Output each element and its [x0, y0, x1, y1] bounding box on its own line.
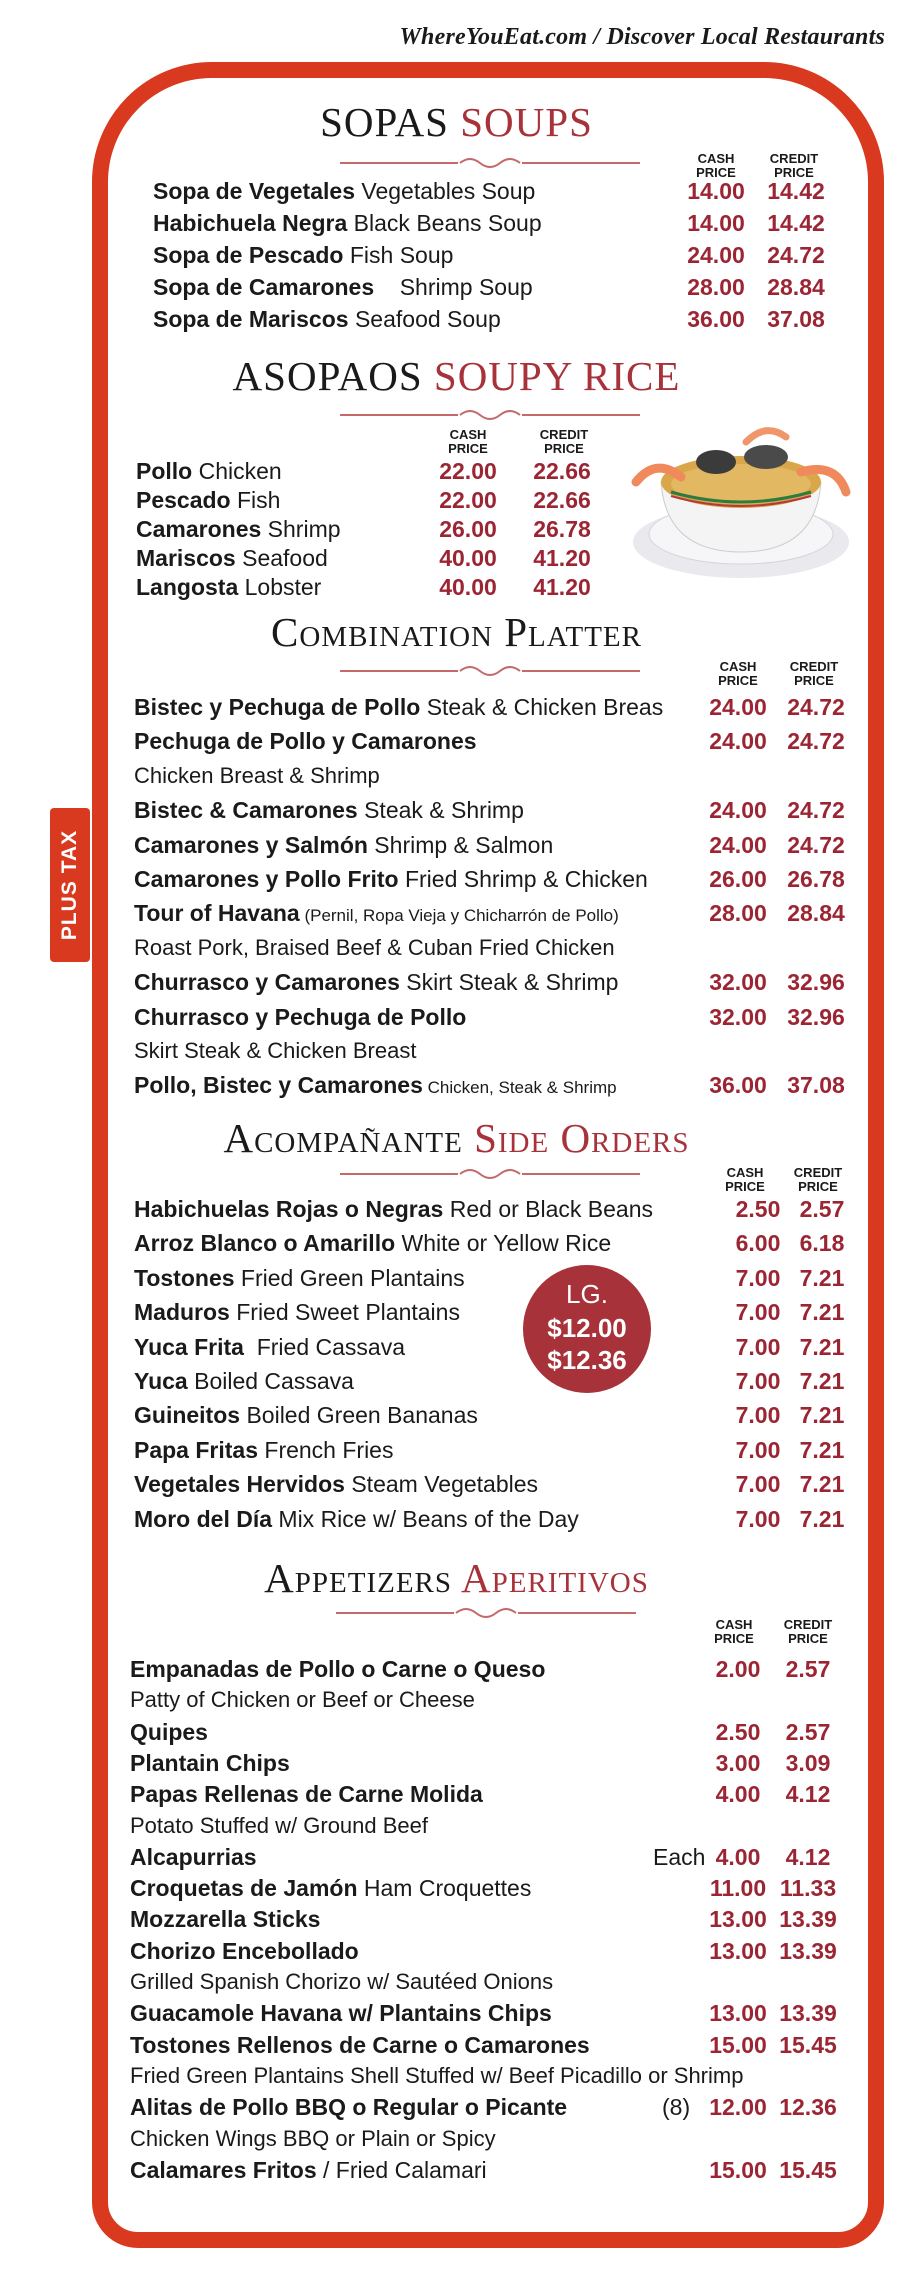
- cash-price: 6.00: [735, 1230, 781, 1257]
- item-name-en: Mix Rice w/ Beans of the Day: [272, 1505, 579, 1532]
- item-description: Patty of Chicken or Beef or Cheese: [130, 1687, 475, 1713]
- item-name-es: Bistec y Pechuga de Pollo: [134, 694, 421, 720]
- appetizers-credit-header: CREDIT PRICE: [783, 1617, 833, 1646]
- appetizers-cash-header: CASH PRICE: [714, 1617, 754, 1646]
- item-name: [153, 178, 535, 205]
- item-name: [134, 832, 553, 859]
- item-name-es: Sopa de Vegetales: [153, 178, 355, 204]
- item-name-es: Mariscos: [136, 545, 236, 571]
- credit-price: 37.08: [787, 1072, 845, 1099]
- item-name: [130, 2094, 567, 2121]
- item-name-es: Habichuelas Rojas o Negras: [134, 1196, 444, 1222]
- item-name-es: Alitas de Pollo BBQ o Regular o Picante: [130, 2094, 568, 2121]
- sides-item: [0, 1402, 913, 1434]
- credit-price: 26.78: [787, 866, 845, 892]
- credit-price: 7.21: [799, 1402, 845, 1429]
- credit-price: 28.84: [787, 900, 845, 927]
- item-name: [134, 1072, 617, 1099]
- cash-price: 7.00: [735, 1333, 781, 1360]
- credit-price: 37.08: [767, 306, 825, 332]
- item-name: [153, 242, 453, 269]
- site-header: WhereYouEat.com / Discover Local Restaurants: [399, 24, 885, 50]
- item-description: Skirt Steak & Chicken Breast: [134, 1038, 417, 1063]
- item-name-es: Tour of Havana: [134, 900, 300, 927]
- credit-price: 7.21: [799, 1436, 845, 1463]
- credit-price: 7.21: [799, 1505, 845, 1532]
- item-name: [134, 969, 618, 996]
- item-name-en: Seafood Soup: [348, 306, 501, 332]
- soups-item: [0, 178, 913, 210]
- sides-item: [0, 1196, 913, 1228]
- cash-price: 28.00: [687, 274, 745, 300]
- combination-item: [0, 728, 913, 760]
- credit-price: 2.57: [785, 1718, 831, 1745]
- cash-price: 14.00: [687, 178, 745, 204]
- item-name-es: Pollo, Bistec y Camarones: [134, 1072, 423, 1099]
- item-name-en: Black Beans Soup: [347, 210, 542, 236]
- item-name-es: Tostones: [134, 1264, 235, 1291]
- item-name-es: Moro del Día: [134, 1505, 273, 1532]
- item-name-en: Shrimp Soup: [374, 274, 533, 300]
- cash-price: 4.00: [715, 1781, 761, 1808]
- combination-item: [0, 1004, 913, 1036]
- sides-item: [0, 1368, 913, 1400]
- item-name-es: Sopa de Pescado: [153, 242, 344, 268]
- cash-price: 40.00: [439, 545, 497, 571]
- item-description: Chicken Breast & Shrimp: [134, 762, 380, 788]
- item-name: [153, 306, 501, 333]
- credit-price: 11.33: [779, 1875, 837, 1902]
- cash-price: 7.00: [735, 1368, 781, 1394]
- item-name: [134, 1299, 460, 1326]
- credit-price: 6.18: [799, 1230, 845, 1257]
- credit-price: 32.96: [787, 1003, 845, 1030]
- appetizers-item: [0, 2032, 913, 2064]
- item-description: Roast Pork, Braised Beef & Cuban Fried Chicken: [134, 934, 615, 960]
- combination-credit-header: CREDIT PRICE: [789, 659, 839, 688]
- cash-price: 7.00: [735, 1299, 781, 1326]
- item-name: [153, 274, 533, 301]
- appetizers-item: [0, 1781, 913, 1813]
- credit-price: 24.72: [767, 242, 825, 268]
- credit-price: 12.36: [779, 2094, 837, 2121]
- item-name-en: Steak & Chicken Breas: [420, 694, 664, 720]
- sides-item: [0, 1299, 913, 1331]
- combination-ornament: [340, 664, 640, 678]
- item-name-en: Steam Vegetables: [344, 1471, 539, 1498]
- appetizers-item: [0, 1750, 913, 1782]
- soups-item: [0, 242, 913, 274]
- item-name-es: Camarones: [136, 516, 262, 542]
- cash-price: 13.00: [709, 2000, 767, 2027]
- item-name: [130, 1750, 290, 1777]
- item-name-es: Chorizo Encebollado: [130, 1937, 359, 1964]
- item-name: [134, 728, 477, 755]
- asopaos-ornament: [340, 408, 640, 422]
- item-name-es: Camarones y Salmón: [134, 831, 368, 858]
- asopaos-cash-header: CASH PRICE: [448, 427, 488, 456]
- item-name: [134, 1402, 478, 1429]
- item-name-es: Churrasco y Pechuga de Pollo: [134, 1003, 467, 1030]
- sides-item: [0, 1471, 913, 1503]
- item-quantity-prefix: (8): [662, 2094, 691, 2121]
- credit-price: 14.42: [767, 210, 825, 236]
- item-name-es: Sopa de Camarones: [153, 274, 375, 300]
- sides-item: [0, 1230, 913, 1262]
- appetizers-item: [0, 2000, 913, 2032]
- item-name-es: Alcapurrias: [130, 1843, 257, 1870]
- item-name-es: Papa Fritas: [134, 1436, 258, 1463]
- soups-item: [0, 306, 913, 338]
- item-name-en: French Fries: [258, 1436, 394, 1463]
- asopaos-item: [0, 545, 913, 577]
- combination-item: [0, 969, 913, 1001]
- credit-price: 7.21: [799, 1368, 845, 1394]
- appetizers-ornament: [336, 1606, 636, 1620]
- cash-price: 7.00: [735, 1402, 781, 1429]
- item-name: [134, 1437, 393, 1464]
- cash-price: 24.00: [709, 694, 767, 720]
- item-name: [130, 1781, 483, 1808]
- cash-price: 15.00: [709, 2031, 767, 2058]
- combination-item: [0, 1072, 913, 1104]
- item-name-en: Fish: [230, 487, 281, 513]
- sides-cash-header: CASH PRICE: [725, 1165, 765, 1194]
- combination-item: [0, 866, 913, 898]
- sides-credit-header: CREDIT PRICE: [793, 1165, 843, 1194]
- item-name: [136, 574, 321, 601]
- item-description: Fried Green Plantains Shell Stuffed w/ Beef Picadillo or Shrimp: [130, 2062, 744, 2088]
- appetizers-item: [0, 2157, 913, 2189]
- item-name: [134, 1230, 611, 1257]
- item-name: [136, 458, 282, 485]
- item-name: [153, 210, 542, 237]
- item-name-detail: (Pernil, Ropa Vieja y Chicharrón de Pollo): [299, 906, 619, 926]
- item-name-es: Guacamole Havana w/ Plantains Chips: [130, 2000, 552, 2027]
- cash-price: 24.00: [709, 797, 767, 824]
- soups-item: [0, 210, 913, 242]
- cash-price: 32.00: [709, 969, 767, 996]
- item-name-es: Guineitos: [134, 1402, 241, 1429]
- cash-price: 3.00: [715, 1749, 761, 1776]
- asopaos-item: [0, 487, 913, 519]
- item-name: [130, 2032, 590, 2059]
- combination-item: [0, 694, 913, 726]
- combination-item: [0, 900, 913, 932]
- item-name: [136, 487, 280, 514]
- credit-price: 24.72: [787, 728, 845, 755]
- combination-title: Combination Platter: [271, 609, 642, 655]
- item-name-es: Maduros: [134, 1299, 230, 1326]
- credit-price: 26.78: [533, 516, 591, 542]
- cash-price: 24.00: [709, 728, 767, 755]
- item-name: [134, 1265, 465, 1292]
- soups-title: SOPAS SOUPS: [320, 99, 593, 145]
- asopaos-item: [0, 516, 913, 548]
- item-name-en: Shrimp: [261, 516, 341, 542]
- credit-price: 41.20: [533, 545, 591, 571]
- item-name: [134, 797, 524, 824]
- item-description: Grilled Spanish Chorizo w/ Sautéed Onions: [130, 1969, 554, 1994]
- item-name-en: Fried Shrimp & Chicken: [398, 866, 648, 892]
- soups-ornament: [340, 156, 640, 170]
- item-name-es: Habichuela Negra: [153, 210, 348, 236]
- cash-price: 2.50: [735, 1196, 781, 1222]
- credit-price: 7.21: [799, 1299, 845, 1326]
- item-name: [130, 1656, 545, 1683]
- cash-price: 22.00: [439, 487, 497, 513]
- item-name-es: Quipes: [130, 1718, 208, 1745]
- item-name-en: Fried Cassava: [243, 1333, 405, 1360]
- item-name-es: Croquetas de Jamón: [130, 1875, 358, 1902]
- item-name-en: Red or Black Beans: [443, 1196, 654, 1222]
- sides-item: [0, 1506, 913, 1538]
- item-name: [136, 545, 328, 572]
- item-name-es: Pechuga de Pollo y Camarones: [134, 728, 477, 755]
- item-name-en: Chicken: [192, 458, 282, 484]
- cash-price: 13.00: [709, 1937, 767, 1964]
- item-name-es: Arroz Blanco o Amarillo: [134, 1230, 396, 1257]
- cash-price: 7.00: [735, 1471, 781, 1498]
- combination-item: [0, 797, 913, 829]
- cash-price: 32.00: [709, 1003, 767, 1030]
- credit-price: 41.20: [533, 574, 591, 600]
- appetizers-item: [0, 1875, 913, 1907]
- credit-price: 15.45: [779, 2031, 837, 2058]
- item-name-en: Skirt Steak & Shrimp: [399, 969, 619, 996]
- item-name-es: Empanadas de Pollo o Carne o Queso: [130, 1656, 546, 1682]
- item-name-es: Papas Rellenas de Carne Molida: [130, 1781, 483, 1808]
- item-name-en: Boiled Cassava: [187, 1368, 354, 1394]
- item-name-en: Steak & Shrimp: [357, 797, 524, 824]
- item-name-es: Langosta: [136, 574, 239, 600]
- sides-ornament: [340, 1167, 640, 1181]
- credit-price: 24.72: [787, 694, 845, 720]
- credit-price: 2.57: [799, 1196, 845, 1222]
- cash-price: 4.00: [715, 1843, 761, 1870]
- cash-price: 24.00: [709, 831, 767, 858]
- cash-price: 24.00: [687, 242, 745, 268]
- cash-price: 11.00: [709, 1875, 767, 1902]
- credit-price: 4.12: [785, 1781, 831, 1808]
- credit-price: 7.21: [799, 1264, 845, 1291]
- cash-price: 28.00: [709, 900, 767, 927]
- credit-price: 14.42: [767, 178, 825, 204]
- item-name-es: Pollo: [136, 458, 193, 484]
- cash-price: 40.00: [439, 574, 497, 600]
- cash-price: 36.00: [709, 1072, 767, 1099]
- item-name: [130, 1719, 208, 1746]
- credit-price: 13.39: [779, 2000, 837, 2027]
- item-name-en: White or Yellow Rice: [395, 1230, 612, 1257]
- item-name: [134, 694, 663, 721]
- cash-price: 26.00: [709, 866, 767, 892]
- item-name: [134, 1334, 405, 1361]
- item-name-detail: Chicken, Steak & Shrimp: [422, 1078, 617, 1098]
- item-name: [130, 2157, 487, 2184]
- credit-price: 15.45: [779, 2156, 837, 2183]
- cash-price: 7.00: [735, 1505, 781, 1532]
- appetizers-item: [0, 1906, 913, 1938]
- item-name-en: Fried Green Plantains: [234, 1264, 465, 1291]
- item-name: [130, 1906, 320, 1933]
- soups-item: [0, 274, 913, 306]
- item-name-es: Tostones Rellenos de Carne o Camarones: [130, 2031, 590, 2058]
- item-quantity-prefix: Each: [653, 1843, 706, 1870]
- item-name: [134, 1506, 579, 1533]
- asopaos-credit-header: CREDIT PRICE: [539, 427, 589, 456]
- cash-price: 7.00: [735, 1436, 781, 1463]
- asopaos-title: ASOPAOS SOUPY RICE: [232, 353, 681, 399]
- item-name: [134, 1004, 466, 1031]
- credit-price: 3.09: [785, 1749, 831, 1776]
- credit-price: 22.66: [533, 487, 591, 513]
- plus-tax-label: PLUS TAX: [58, 829, 81, 941]
- cash-price: 36.00: [687, 306, 745, 332]
- credit-price: 32.96: [787, 969, 845, 996]
- asopaos-item: [0, 574, 913, 606]
- credit-price: 7.21: [799, 1333, 845, 1360]
- item-name: [130, 1938, 359, 1965]
- item-name: [134, 1196, 653, 1223]
- sides-item: [0, 1437, 913, 1469]
- item-name-en: / Fried Calamari: [316, 2156, 487, 2183]
- cash-price: 2.00: [715, 1656, 761, 1682]
- badge-cash-price: $12.00: [547, 1313, 627, 1343]
- cash-price: 14.00: [687, 210, 745, 236]
- cash-price: 7.00: [735, 1264, 781, 1291]
- appetizers-item: [0, 1656, 913, 1688]
- sides-item: [0, 1265, 913, 1297]
- item-name: [134, 900, 619, 927]
- credit-price: 22.66: [533, 458, 591, 484]
- asopaos-item: [0, 458, 913, 490]
- item-name-es: Vegetales Hervidos: [134, 1471, 345, 1498]
- item-name-es: Calamares Fritos: [130, 2156, 317, 2183]
- item-name-en: Vegetables Soup: [354, 178, 536, 204]
- appetizers-item: [0, 1938, 913, 1970]
- item-name: [130, 1844, 257, 1871]
- credit-price: 13.39: [779, 1937, 837, 1964]
- item-name-es: Yuca Frita: [134, 1333, 244, 1360]
- item-name-en: Fried Sweet Plantains: [229, 1299, 460, 1326]
- soups-credit-header: CREDIT PRICE: [769, 151, 819, 180]
- item-name-en: Lobster: [238, 574, 322, 600]
- appetizers-item: [0, 1719, 913, 1751]
- item-name-en: Shrimp & Salmon: [367, 831, 554, 858]
- item-name-en: Seafood: [235, 545, 328, 571]
- item-description: Potato Stuffed w/ Ground Beef: [130, 1812, 429, 1838]
- item-name: [130, 2000, 552, 2027]
- item-name: [130, 1875, 531, 1902]
- item-description: Chicken Wings BBQ or Plain or Spicy: [130, 2125, 496, 2151]
- badge-credit-price: $12.36: [547, 1345, 627, 1375]
- credit-price: 13.39: [779, 1906, 837, 1933]
- cash-price: 2.50: [715, 1718, 761, 1745]
- item-name: [134, 1471, 538, 1498]
- appetizers-item: [0, 1844, 913, 1876]
- appetizers-item: [0, 2094, 913, 2126]
- appetizers-title: Appetizers Aperitivos: [264, 1555, 649, 1601]
- sides-title: Acompañante Side Orders: [223, 1115, 690, 1161]
- cash-price: 15.00: [709, 2156, 767, 2183]
- cash-price: 22.00: [439, 458, 497, 484]
- item-name-en: Boiled Green Bananas: [240, 1402, 478, 1429]
- item-name: [134, 1368, 354, 1395]
- item-name-es: Pescado: [136, 487, 231, 513]
- item-name-es: Mozzarella Sticks: [130, 1906, 321, 1933]
- item-name-es: Camarones y Pollo Frito: [134, 866, 399, 892]
- credit-price: 4.12: [785, 1843, 831, 1870]
- item-name-en: Ham Croquettes: [357, 1875, 532, 1902]
- cash-price: 13.00: [709, 1906, 767, 1933]
- item-name-es: Sopa de Mariscos: [153, 306, 349, 332]
- item-name-es: Plantain Chips: [130, 1749, 290, 1776]
- item-name-es: Bistec & Camarones: [134, 797, 358, 824]
- badge-label: LG.: [566, 1279, 608, 1309]
- item-name-es: Yuca: [134, 1368, 188, 1394]
- item-name-es: Churrasco y Camarones: [134, 969, 400, 996]
- item-name-en: Fish Soup: [343, 242, 454, 268]
- cash-price: 12.00: [709, 2094, 767, 2121]
- credit-price: 28.84: [767, 274, 825, 300]
- soups-cash-header: CASH PRICE: [696, 151, 736, 180]
- credit-price: 24.72: [787, 831, 845, 858]
- item-name: [136, 516, 341, 543]
- credit-price: 2.57: [785, 1656, 831, 1682]
- sides-item: [0, 1334, 913, 1366]
- item-name: [134, 866, 648, 893]
- combination-item: [0, 832, 913, 864]
- credit-price: 24.72: [787, 797, 845, 824]
- cash-price: 26.00: [439, 516, 497, 542]
- credit-price: 7.21: [799, 1471, 845, 1498]
- combination-cash-header: CASH PRICE: [718, 659, 758, 688]
